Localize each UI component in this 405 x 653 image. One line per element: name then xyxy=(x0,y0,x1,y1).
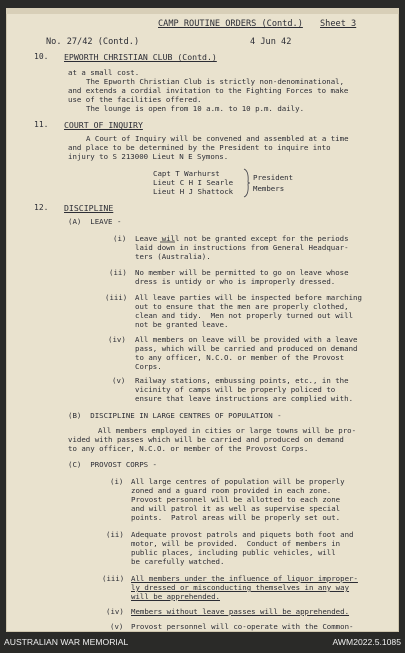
item-number: (ii) xyxy=(109,268,127,277)
text-line: zoned and a guard room provided in each zone. xyxy=(131,486,332,495)
text-line: to any officer, N.C.O. or member of the Provost xyxy=(135,353,345,362)
text-line: will be apprehended. xyxy=(131,592,220,601)
order-number: No. 27/42 (Contd.) xyxy=(46,37,140,47)
section-heading: DISCIPLINE xyxy=(64,203,114,213)
text-line: out to ensure that the men are properly clothed, xyxy=(135,302,349,311)
text-line: at a small cost. xyxy=(68,68,140,77)
item-number: (iv) xyxy=(106,607,124,616)
order-date: 4 Jun 42 xyxy=(250,37,292,47)
text-line: ly dressed or misconducting themselves in any way xyxy=(131,583,350,592)
subsection-label: (C) PROVOST CORPS - xyxy=(68,460,157,469)
text-line: Adequate provost patrols and piquets both foot and xyxy=(131,530,354,539)
text-line: not be granted leave. xyxy=(135,320,229,329)
text-line: injury to S 213000 Lieut N E Symons. xyxy=(68,152,229,161)
text-line: Members without leave passes will be apprehended. xyxy=(131,607,350,616)
archive-reference: AWM2022.5.1085 xyxy=(332,637,401,647)
text-line: A Court of Inquiry will be convened and assembled at a time xyxy=(86,134,349,143)
tape-strip xyxy=(6,8,399,14)
text-line: use of the facilities offered. xyxy=(68,95,202,104)
item-number: (v) xyxy=(110,622,124,631)
text-line: Provost personnel will co-operate with the Common- xyxy=(131,622,354,631)
archive-footer xyxy=(0,632,405,653)
underline-mark xyxy=(160,241,176,244)
text-line: and place to be determined by the President to inquire into xyxy=(68,143,331,152)
item-number: (v) xyxy=(112,376,126,385)
document-title: CAMP ROUTINE ORDERS (Contd.) xyxy=(158,19,303,29)
subsection-label: (B) DISCIPLINE IN LARGE CENTRES OF POPULATION - xyxy=(68,411,282,420)
item-number: (iii) xyxy=(105,293,128,302)
text-line: clean and tidy. Men not properly turned out will xyxy=(135,311,354,320)
court-role: President xyxy=(253,173,294,182)
section-number: 12. xyxy=(34,203,49,212)
subsection-label: (A) LEAVE - xyxy=(68,217,122,226)
court-member: Lieut C H I Searle xyxy=(153,178,234,187)
text-line: Provost personnel will be allotted to each zone xyxy=(131,495,341,504)
text-line: ters (Australia). xyxy=(135,252,211,261)
text-line: vided with passes which will be carried and produced on demand xyxy=(68,435,344,444)
text-line: and will patrol it as well as supervise special xyxy=(131,504,341,513)
court-role: Members xyxy=(253,184,285,193)
section-number: 11. xyxy=(34,120,49,129)
archive-name: AUSTRALIAN WAR MEMORIAL xyxy=(4,637,129,647)
text-line: The lounge is open from 10 a.m. to 10 p.m. daily. xyxy=(86,104,305,113)
section-number: 10. xyxy=(34,52,49,61)
text-line: No member will be permitted to go on leave whose xyxy=(135,268,349,277)
text-line: The Epworth Christian Club is strictly non-denominational, xyxy=(86,77,345,86)
section-heading: COURT OF INQUIRY xyxy=(64,120,143,130)
item-number: (i) xyxy=(110,477,124,486)
text-line: public places, including public vehicles, will xyxy=(131,548,336,557)
section-heading: EPWORTH CHRISTIAN CLUB (Contd.) xyxy=(64,52,217,62)
text-line: pass, which will be carried and produced on demand xyxy=(135,344,358,353)
sheet-number: Sheet 3 xyxy=(320,19,357,29)
text-line: dress is untidy or who is improperly dressed. xyxy=(135,277,336,286)
text-line: vicinity of camps will be properly policed to xyxy=(135,385,336,394)
text-line: All members under the influence of liquor improper- xyxy=(131,574,358,583)
document-page xyxy=(6,8,399,632)
text-line: be carefully watched. xyxy=(131,557,225,566)
member-brace xyxy=(243,168,251,198)
text-line: motor, will be provided. Conduct of members in xyxy=(131,539,341,548)
court-member: Capt T Warhurst xyxy=(153,169,220,178)
text-line: All large centres of population will be properly xyxy=(131,477,345,486)
item-number: (ii) xyxy=(106,530,124,539)
item-number: (iii) xyxy=(102,574,125,583)
text-line: All members on leave will be provided with a leave xyxy=(135,335,358,344)
text-line: to any officer, N.C.O. or member of the Provost Corps. xyxy=(68,444,309,453)
court-member: Lieut H J Shattock xyxy=(153,187,234,196)
text-line: Railway stations, embussing points, etc., in the xyxy=(135,376,349,385)
text-line: laid down in instructions from General Headquar- xyxy=(135,243,349,252)
text-line: Leave will not be granted except for the periods xyxy=(135,234,349,243)
text-line: and extends a cordial invitation to the Fighting Forces to make xyxy=(68,86,349,95)
text-line: Corps. xyxy=(135,362,162,371)
item-number: (i) xyxy=(113,234,127,243)
text-line: All members employed in cities or large towns will be pro- xyxy=(98,426,357,435)
text-line: All leave parties will be inspected before marching xyxy=(135,293,362,302)
text-line: points. Patrol areas will be properly set out. xyxy=(131,513,341,522)
item-number: (iv) xyxy=(108,335,126,344)
text-line: ensure that leave instructions are complied with. xyxy=(135,394,354,403)
